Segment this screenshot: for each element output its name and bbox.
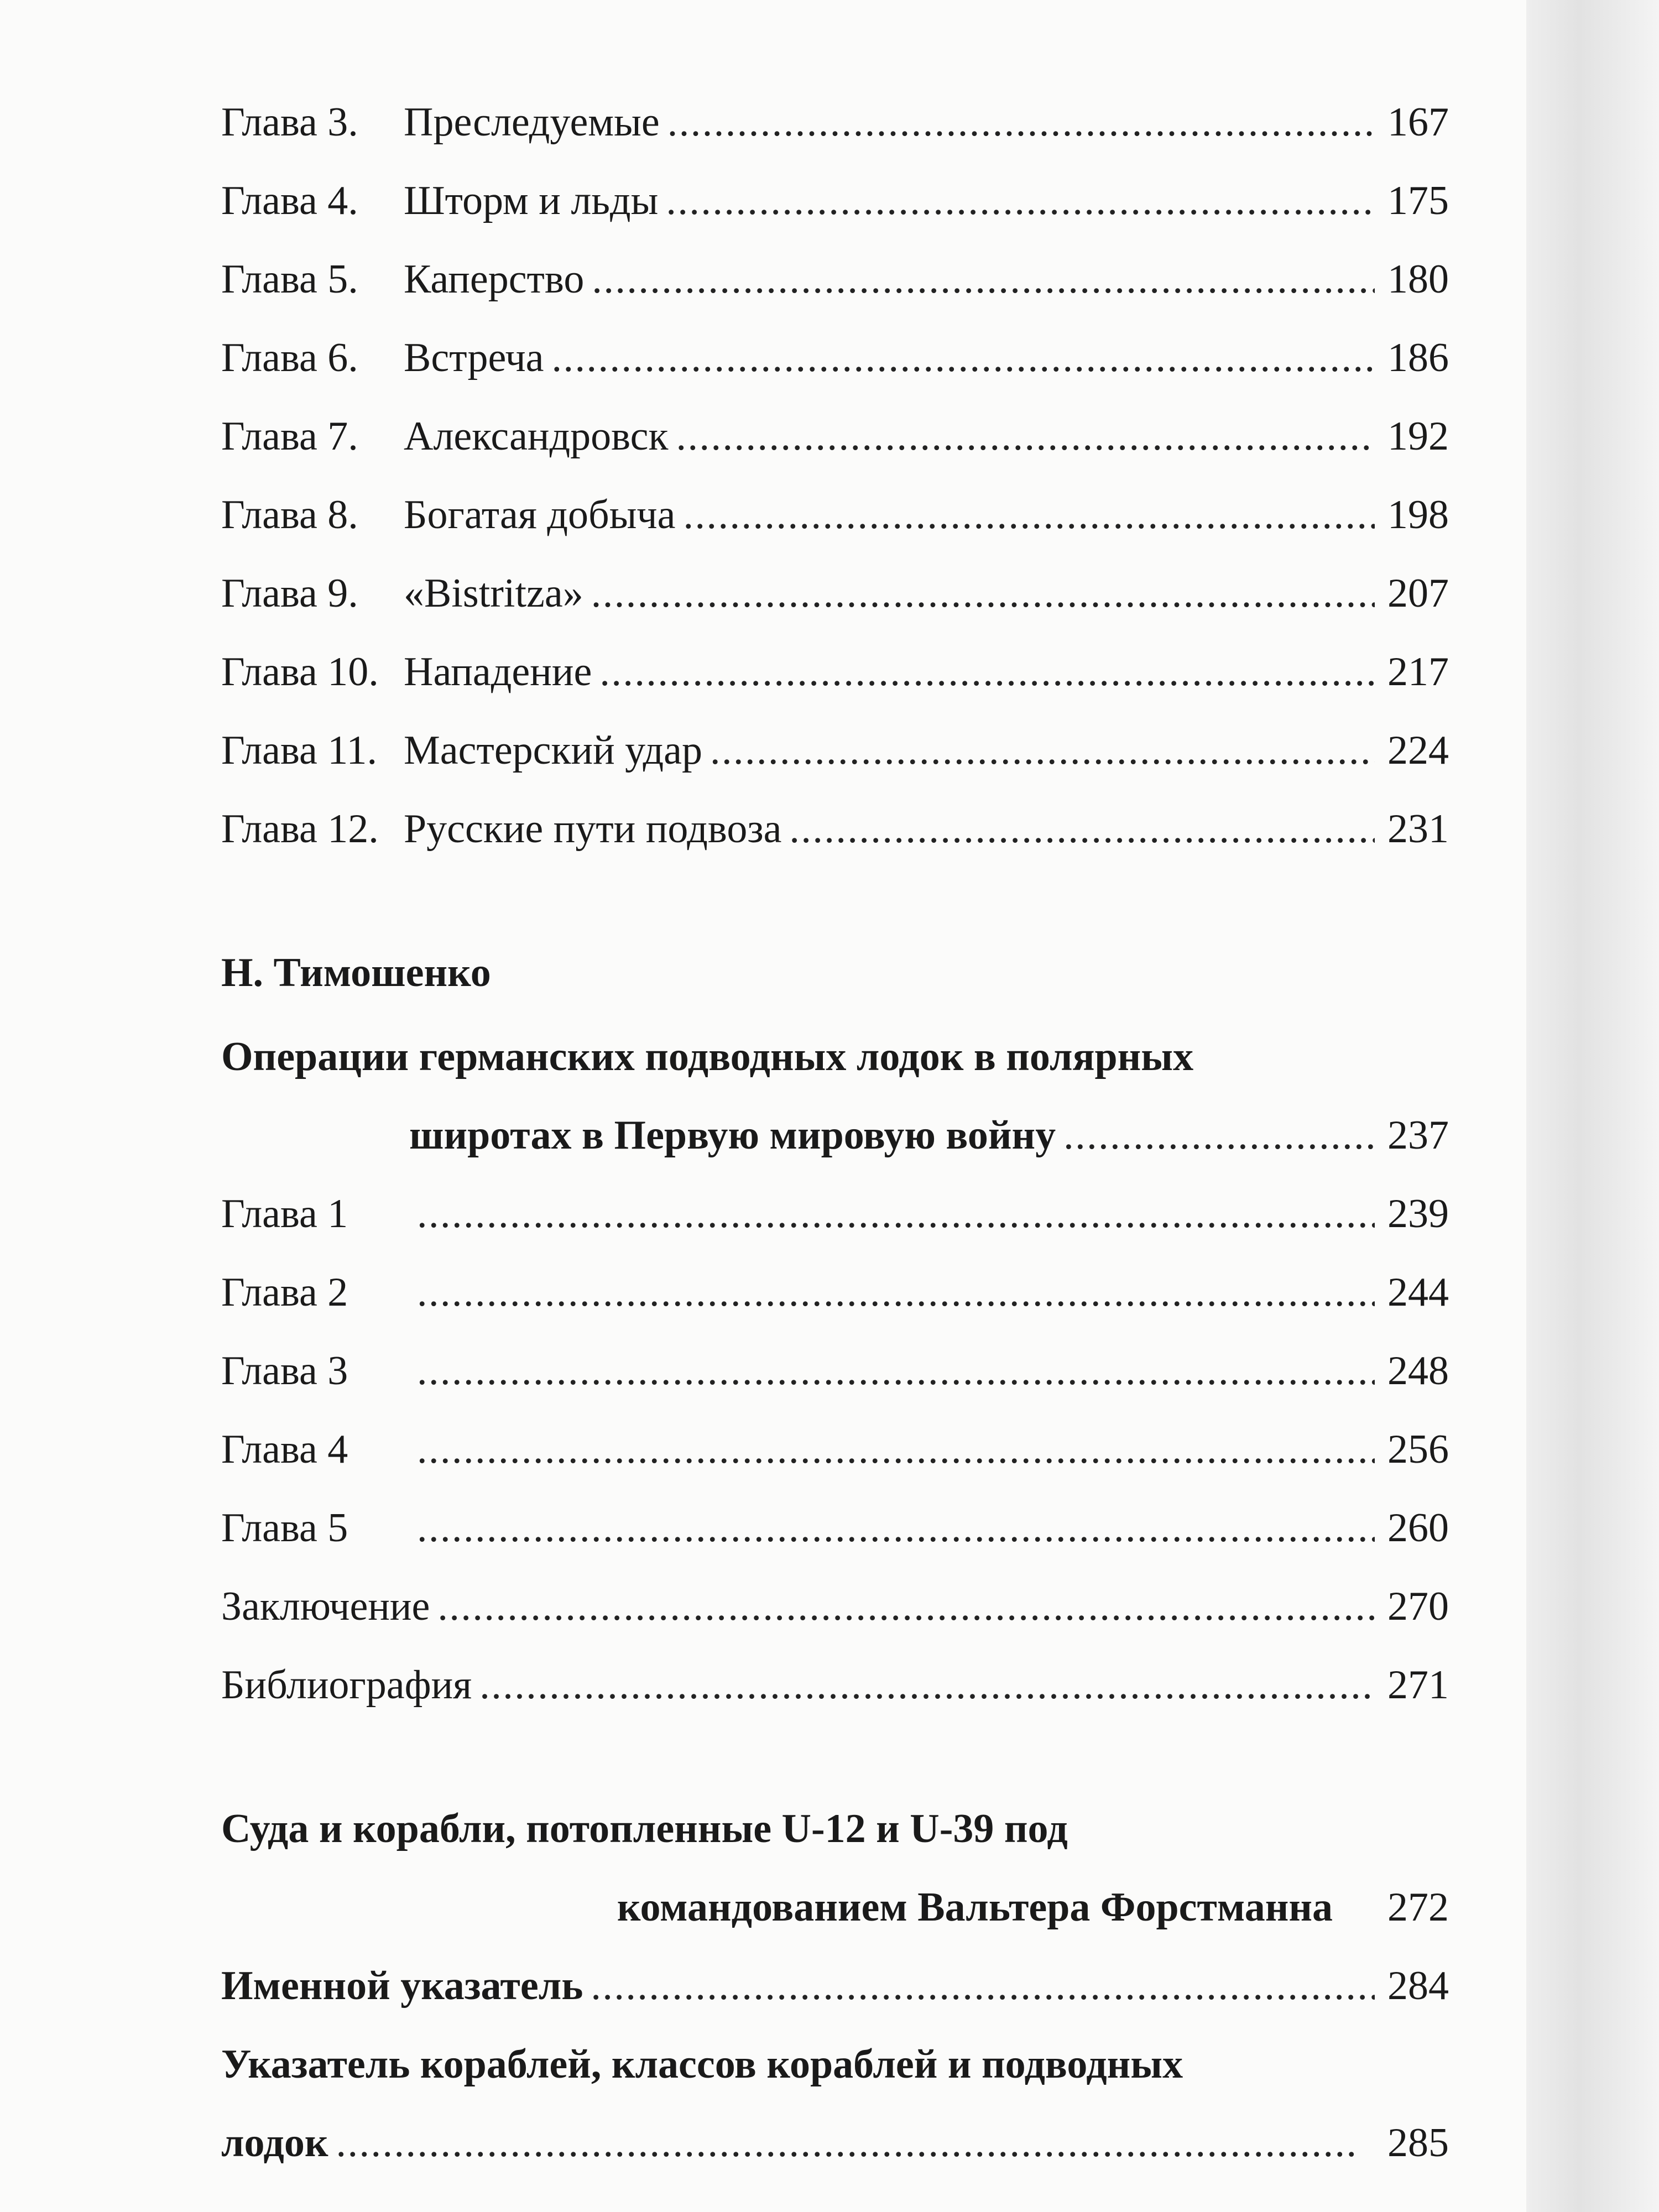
chapter-title: Богатая добыча xyxy=(404,492,676,538)
dot-leader xyxy=(417,1489,1375,1567)
chapter-title: Мастерский удар xyxy=(404,728,703,773)
section-title-line2: широтах в Первую мировую войну xyxy=(409,1113,1056,1158)
toc-entry xyxy=(221,1567,1449,1646)
dot-leader xyxy=(417,1253,1375,1332)
page-edge xyxy=(1526,0,1659,2212)
chapter-number: Глава 3. xyxy=(221,100,358,145)
chapter-number: Глава 7. xyxy=(221,414,358,459)
dot-leader xyxy=(683,476,1375,554)
page-number: 175 xyxy=(1387,178,1449,223)
toc-entry xyxy=(221,397,1449,476)
chapter-title: Преследуемые xyxy=(404,100,660,145)
toc-entry xyxy=(221,790,1449,868)
toc-entry xyxy=(221,1253,1449,1332)
toc-entry xyxy=(221,1868,1449,1947)
section-title-line1: Операции германских подводных лодок в полярных xyxy=(221,1034,1194,1079)
dot-leader xyxy=(591,1947,1375,2025)
chapter-title: Шторм и льды xyxy=(404,178,659,223)
page-number: 239 xyxy=(1387,1191,1449,1237)
dot-leader xyxy=(591,554,1375,633)
chapter-number: Глава 1 xyxy=(221,1191,348,1237)
dot-leader xyxy=(417,1175,1375,1253)
toc-entry xyxy=(221,1646,1449,1724)
chapter-number: Глава 4. xyxy=(221,178,358,223)
page-number: 284 xyxy=(1387,1963,1449,2008)
section-author: Н. Тимошенко xyxy=(221,950,491,995)
chapter-number: Глава 10. xyxy=(221,649,379,695)
dot-leader xyxy=(789,790,1375,868)
page-number: 270 xyxy=(1387,1584,1449,1629)
page-number: 272 xyxy=(1387,1885,1449,1930)
dot-leader xyxy=(552,319,1375,397)
page-number: 167 xyxy=(1387,100,1449,145)
ships-sunk-title-line2: командованием Вальтера Форстманна xyxy=(617,1885,1333,1930)
chapter-number: Глава 4 xyxy=(221,1427,348,1472)
toc-entry xyxy=(221,476,1449,554)
chapter-number: Глава 12. xyxy=(221,806,379,852)
page-number: 207 xyxy=(1387,571,1449,616)
toc-entry xyxy=(221,1096,1449,1175)
page-number: 180 xyxy=(1387,257,1449,302)
dot-leader xyxy=(667,83,1375,161)
name-index-title: Именной указатель xyxy=(221,1963,583,2008)
chapter-title: Каперство xyxy=(404,257,585,302)
page-number: 198 xyxy=(1387,492,1449,538)
chapter-number: Глава 5 xyxy=(221,1505,348,1551)
chapter-title: Встреча xyxy=(404,335,544,380)
page-number: 192 xyxy=(1387,414,1449,459)
page-number: 231 xyxy=(1387,806,1449,852)
dot-leader xyxy=(1063,1096,1375,1175)
chapter-title: Русские пути подвоза xyxy=(404,806,782,852)
dot-leader xyxy=(592,240,1375,319)
page-number: 271 xyxy=(1387,1662,1449,1708)
dot-leader xyxy=(417,1332,1375,1410)
toc-entry xyxy=(221,1410,1449,1489)
dot-leader xyxy=(479,1646,1375,1724)
toc-entry xyxy=(221,633,1449,711)
ship-index-title-line1: Указатель кораблей, классов кораблей и подводных xyxy=(221,2042,1183,2087)
chapter-number: Глава 2 xyxy=(221,1270,348,1315)
ships-sunk-title-line1: Суда и корабли, потопленные U-12 и U-39 под xyxy=(221,1806,1068,1851)
dot-leader xyxy=(599,633,1375,711)
page-number: 224 xyxy=(1387,728,1449,773)
toc-entry xyxy=(221,2104,1449,2182)
toc-entry xyxy=(221,554,1449,633)
bibliography-title: Библиография xyxy=(221,1662,472,1708)
chapter-title: Александровск xyxy=(404,414,669,459)
chapter-number: Глава 5. xyxy=(221,257,358,302)
chapter-number: Глава 3 xyxy=(221,1348,348,1394)
toc-entry xyxy=(221,319,1449,397)
dot-leader xyxy=(417,1410,1375,1489)
page-number: 186 xyxy=(1387,335,1449,380)
chapter-number: Глава 11. xyxy=(221,728,378,773)
table-of-contents xyxy=(221,83,1449,2182)
toc-entry xyxy=(221,1175,1449,1253)
dot-leader xyxy=(336,2104,1375,2182)
dot-leader xyxy=(676,397,1375,476)
chapter-number: Глава 8. xyxy=(221,492,358,538)
dot-leader xyxy=(437,1567,1375,1646)
page-number: 256 xyxy=(1387,1427,1449,1472)
toc-entry xyxy=(221,83,1449,161)
page-number: 244 xyxy=(1387,1270,1449,1315)
page-number: 285 xyxy=(1387,2120,1449,2166)
dot-leader xyxy=(710,711,1375,790)
toc-entry xyxy=(221,1332,1449,1410)
page-number: 260 xyxy=(1387,1505,1449,1551)
chapter-title: «Bistritza» xyxy=(404,571,583,616)
page-number: 217 xyxy=(1387,649,1449,695)
toc-entry xyxy=(221,1489,1449,1567)
toc-entry xyxy=(221,240,1449,319)
ship-index-title-line2: лодок xyxy=(221,2120,328,2166)
conclusion-title: Заключение xyxy=(221,1584,430,1629)
page-number: 248 xyxy=(1387,1348,1449,1394)
chapter-number: Глава 6. xyxy=(221,335,358,380)
chapter-title: Нападение xyxy=(404,649,592,695)
chapter-number: Глава 9. xyxy=(221,571,358,616)
dot-leader xyxy=(666,161,1375,240)
page-number: 237 xyxy=(1387,1113,1449,1158)
toc-entry xyxy=(221,711,1449,790)
toc-entry xyxy=(221,161,1449,240)
toc-entry xyxy=(221,1947,1449,2025)
